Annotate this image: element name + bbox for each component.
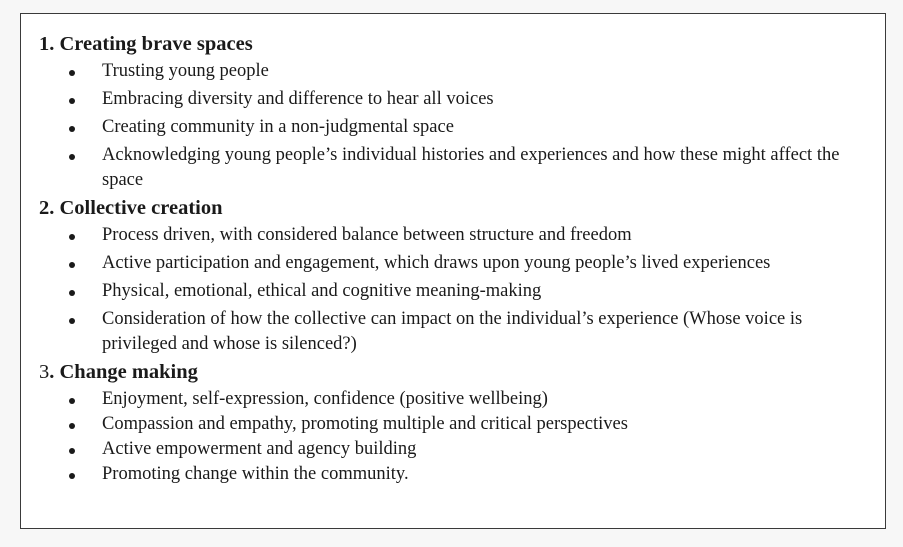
bullet-icon xyxy=(69,234,75,240)
list-item-text: Embracing diversity and difference to hear all voices xyxy=(102,89,494,109)
section-title: Collective creation xyxy=(59,197,223,219)
list-item-text: Active participation and engagement, which draws upon young people’s lived experiences xyxy=(102,253,771,273)
list-item xyxy=(39,251,867,276)
section-number: 3 xyxy=(39,361,50,383)
list-item-text: Consideration of how the collective can impact on the individual’s experience (Whose voice is privileged and whose is silenced?) xyxy=(102,309,803,354)
list-item-text: Enjoyment, self-expression, confidence (positive wellbeing) xyxy=(102,389,548,409)
bullet-icon xyxy=(69,154,75,160)
list-item-text: Trusting young people xyxy=(102,61,269,81)
list-item xyxy=(39,437,867,462)
list-item xyxy=(39,87,867,112)
bullet-icon xyxy=(69,126,75,132)
section-number: 1. xyxy=(39,33,55,55)
list-item xyxy=(39,387,867,412)
section-title: Creating brave spaces xyxy=(59,33,253,55)
list-item xyxy=(39,412,867,437)
section-heading-2 xyxy=(39,196,867,221)
bullet-icon xyxy=(69,398,75,404)
section-1-list xyxy=(39,59,867,193)
bullet-icon xyxy=(69,70,75,76)
section-title: . Change making xyxy=(49,361,198,383)
list-item xyxy=(39,143,867,193)
list-item-text: Physical, emotional, ethical and cognitive meaning-making xyxy=(102,281,542,301)
list-item-text: Compassion and empathy, promoting multiple and critical perspectives xyxy=(102,414,628,434)
list-item xyxy=(39,307,867,357)
list-item xyxy=(39,462,867,487)
list-item xyxy=(39,223,867,248)
bullet-icon xyxy=(69,318,75,324)
framework-box xyxy=(20,13,886,529)
section-2-list xyxy=(39,223,867,357)
section-heading-3 xyxy=(39,360,867,385)
bullet-icon xyxy=(69,290,75,296)
list-item xyxy=(39,59,867,84)
list-item-text: Promoting change within the community. xyxy=(102,464,409,484)
list-item-text: Active empowerment and agency building xyxy=(102,439,417,459)
bullet-icon xyxy=(69,423,75,429)
section-heading-1 xyxy=(39,32,867,57)
section-number: 2. xyxy=(39,197,55,219)
list-item-text: Acknowledging young people’s individual histories and experiences and how these might affect the space xyxy=(102,145,840,190)
list-item-text: Process driven, with considered balance between structure and freedom xyxy=(102,225,632,245)
bullet-icon xyxy=(69,473,75,479)
framework-content xyxy=(39,32,867,488)
list-item xyxy=(39,115,867,140)
list-item-text: Creating community in a non-judgmental space xyxy=(102,117,454,137)
list-item xyxy=(39,279,867,304)
section-3-list xyxy=(39,387,867,487)
bullet-icon xyxy=(69,448,75,454)
bullet-icon xyxy=(69,98,75,104)
bullet-icon xyxy=(69,262,75,268)
